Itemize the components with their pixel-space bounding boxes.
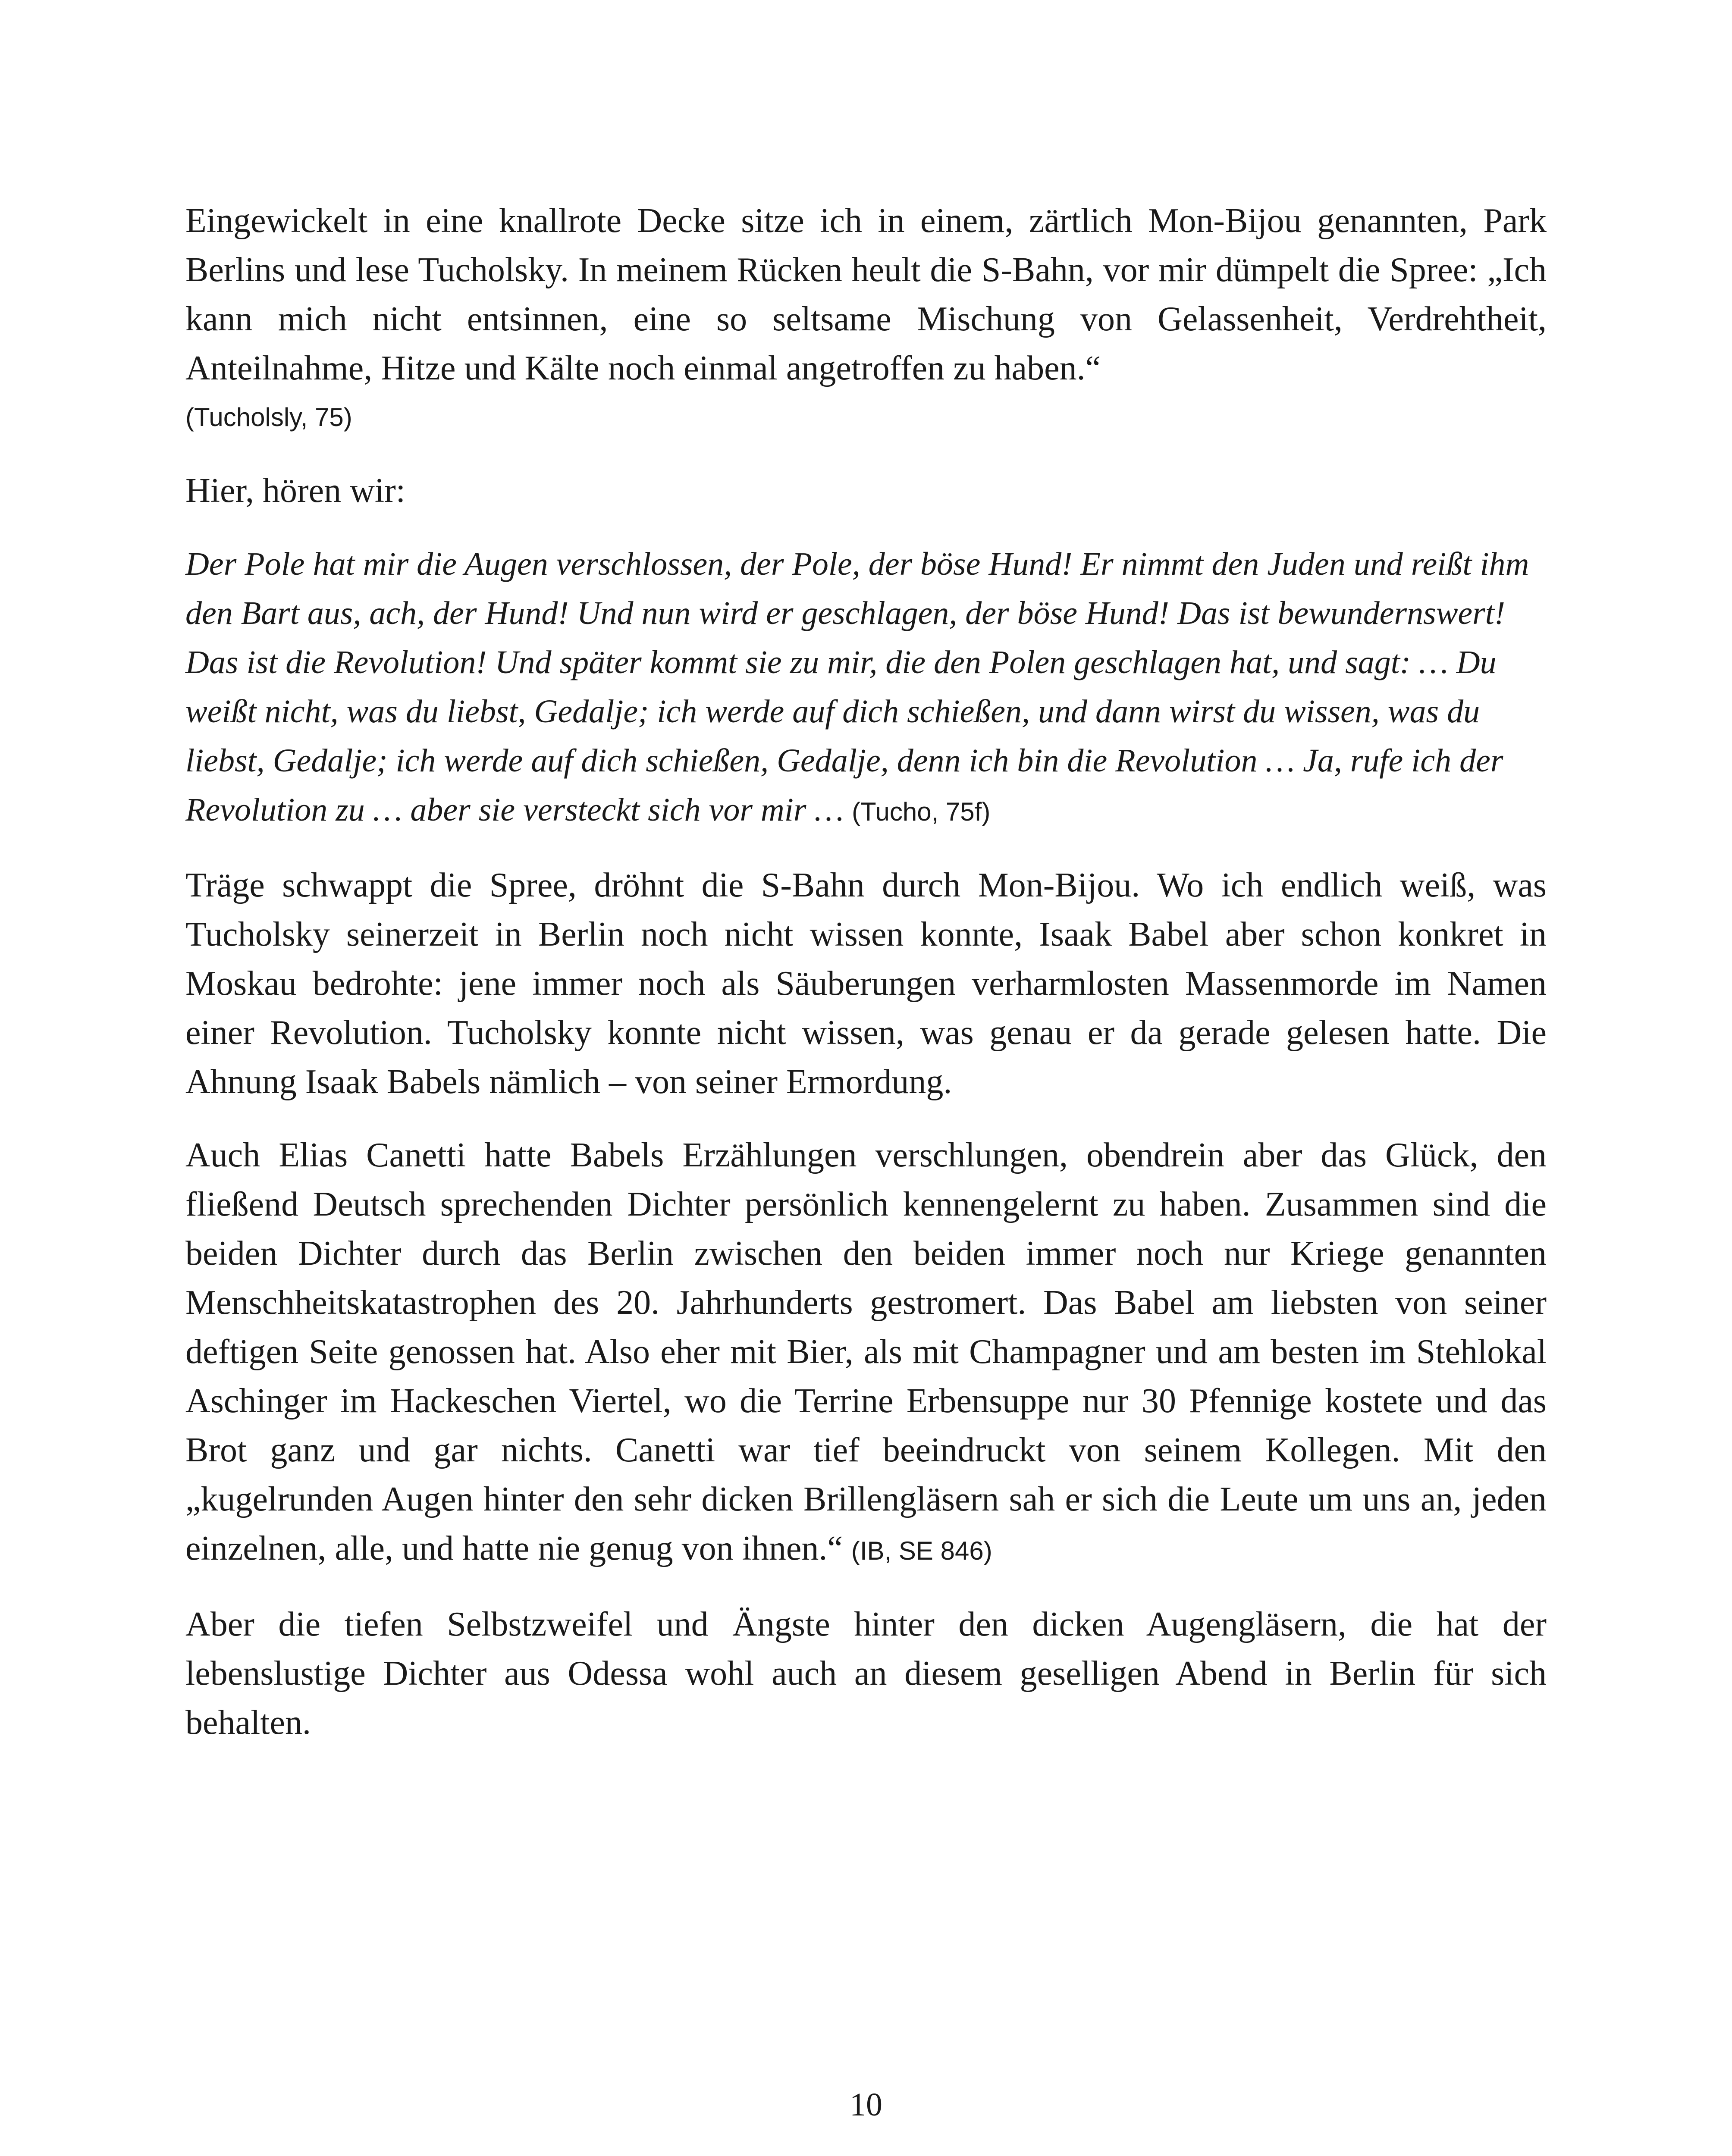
block-quote xyxy=(185,539,1547,837)
paragraph-canetti xyxy=(185,1131,1547,1576)
paragraph-hier-hoeren-wir xyxy=(185,466,1547,515)
page-number: 10 xyxy=(850,2087,882,2123)
quote-text: Der Pole hat mir die Augen verschlossen, der Pole, der böse Hund! Er nimmt den Juden und reißt ihm den Bart aus, ach, der Hund! Und nun wird er geschlagen, der böse Hund! Das ist bewundernswert! Das ist die Revolution! Und später kommt sie zu mir, die den Polen geschlagen hat, und sagt: … Du weißt nicht, was du liebst, Gedalje; ich werde auf dich schießen, und dann wirst du wissen, was du liebst, Gedalje; ich werde auf dich schießen, Gedalje, denn ich bin die Revolution … Ja, rufe ich der Revolution zu … aber sie versteckt sich vor mir … xyxy=(185,546,1529,828)
citation: (Tucho, 75f) xyxy=(852,797,991,826)
paragraph-text: Auch Elias Canetti hatte Babels Erzählungen verschlungen, obendrein aber das Glück, den fließend Deutsch sprechenden Dichter persönlich kennengelernt zu haben. Zusammen sind die beiden Dichter durch das Berlin zwischen den beiden immer noch nur Kriege genannten Menschheitskatastrophen des 20. Jahrhunderts gestromert. Das Babel am liebsten von seiner deftigen Seite genossen hat. Also eher mit Bier, als mit Champagner und am besten im Stehlokal Aschinger im Hackeschen Viertel, wo die Terrine Erbensuppe nur 30 Pfennige kostete und das Brot ganz und gar nichts. Canetti war tief beeindruckt von seinem Kollegen. Mit den „kugelrunden Augen hinter den sehr dicken Brillengläsern sah er sich die Leute um uns an, jeden einzelnen, alle, und hatte nie genug von ihnen.“ xyxy=(185,1136,1547,1567)
citation: (Tucholsly, 75) xyxy=(185,403,352,432)
paragraph-text: Eingewickelt in eine knallrote Decke sitze ich in einem, zärtlich Mon-Bijou genannten, Park Berlins und lese Tucholsky. In meinem Rücken heult die S-Bahn, vor mir dümpelt die Spree: „Ich kann mich nicht entsinnen, eine so seltsame Mischung von Gelassenheit, Verdrehtheit, Anteilnahme, Hitze und Kälte noch einmal angetroffen zu haben.“ xyxy=(185,202,1547,387)
page-body xyxy=(185,196,1547,1771)
paragraph-text: Aber die tiefen Selbstzweifel und Ängste hinter den dicken Augengläsern, die hat der lebenslustige Dichter aus Odessa wohl auch an diesem geselligen Abend in Berlin für sich behalten. xyxy=(185,1605,1547,1742)
paragraph-mon-bijou xyxy=(185,196,1547,442)
paragraph-text: Hier, hören wir: xyxy=(185,472,405,510)
paragraph-selbstzweifel xyxy=(185,1600,1547,1747)
paragraph-text: Träge schwappt die Spree, dröhnt die S-Bahn durch Mon-Bijou. Wo ich endlich weiß, was Tucholsky seinerzeit in Berlin noch nicht wissen konnte, Isaak Babel aber schon konkret in Moskau bedrohte: jene immer noch als Säuberungen verharmlosten Massenmorde im Namen einer Revolution. Tucholsky konnte nicht wissen, was genau er da gerade gelesen hatte. Die Ahnung Isaak Babels nämlich – von seiner Ermordung. xyxy=(185,866,1547,1101)
paragraph-traege-spree xyxy=(185,861,1547,1106)
citation: (IB, SE 846) xyxy=(851,1536,992,1565)
